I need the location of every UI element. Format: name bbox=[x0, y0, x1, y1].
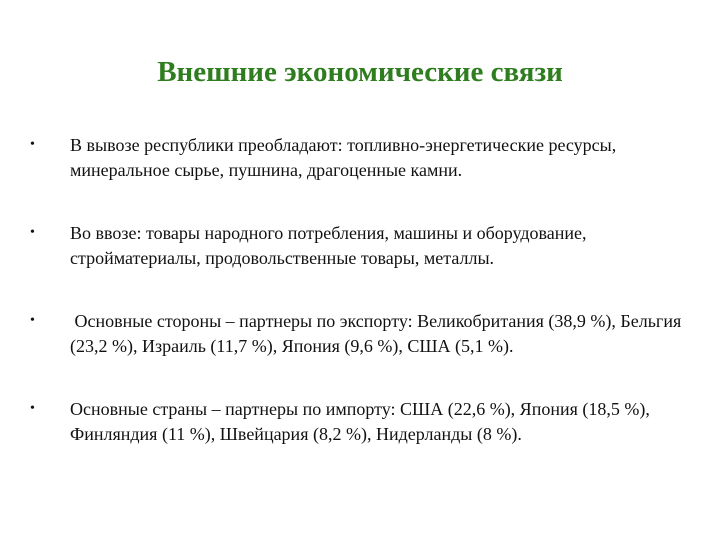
bullet-text: Основные страны – партнеры по импорту: США (22,6 %), Япония (18,5 %), Финляндия (11 %), Швейцария (8,2 %), Нидерланды (8 %). bbox=[70, 399, 650, 444]
bullet-icon: • bbox=[30, 313, 35, 328]
bullet-item-import-goods bbox=[28, 221, 693, 270]
bullet-icon: • bbox=[30, 225, 35, 240]
bullet-icon: • bbox=[30, 137, 35, 152]
bullet-text: Во ввозе: товары народного потребления, машины и оборудование, стройматериалы, продовольственные товары, металлы. bbox=[70, 223, 587, 268]
bullet-item-import-partners bbox=[28, 397, 693, 446]
bullet-text: В вывозе республики преобладают: топливно-энергетические ресурсы, минеральное сырье, пушнина, драгоценные камни. bbox=[70, 135, 617, 180]
bullet-text: Основные стороны – партнеры по экспорту: Великобритания (38,9 %), Бельгия (23,2 %), Израиль (11,7 %), Япония (9,6 %), США (5,1 %). bbox=[70, 311, 686, 356]
bullet-item-export-partners bbox=[28, 309, 693, 358]
bullet-list bbox=[28, 133, 693, 485]
bullet-item-export-goods bbox=[28, 133, 693, 182]
slide-title: Внешние экономические связи bbox=[157, 56, 563, 88]
bullet-icon: • bbox=[30, 401, 35, 416]
